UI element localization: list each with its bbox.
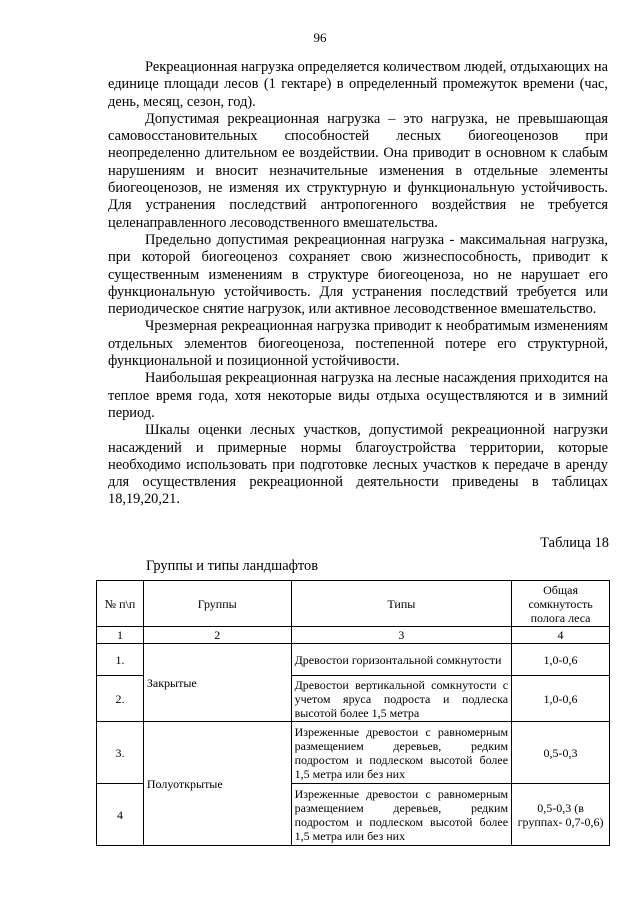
header-cell: Общая сомкнутость полога леса <box>512 581 610 627</box>
group-cell: Полуоткрытые <box>143 722 291 846</box>
numbering-cell: 4 <box>512 627 610 644</box>
paragraph: Шкалы оценки лесных участков, допустимой рекреационной нагрузки насаждений и примерные нормы благоустройства территории, которые необходимо использовать при подготовке лесных участков к передаче в аренду для осуществления рекреационной деятельности приведены в таблицах 18,19,20,21. <box>108 422 608 508</box>
row-number: 4 <box>97 784 144 846</box>
density-cell: 1,0-0,6 <box>512 644 610 676</box>
header-cell: Типы <box>291 581 511 627</box>
landscape-table <box>96 580 610 846</box>
header-cell: № п\п <box>97 581 144 627</box>
type-cell: Древостои вертикальной сомкнутости с учетом яруса подроста и подлеска высотой более 1,5 метра <box>291 676 511 722</box>
body-text <box>108 59 608 509</box>
paragraph: Наибольшая рекреационная нагрузка на лесные насаждения приходится на теплое время года, хотя некоторые виды отдыха осуществляются и в зимний период. <box>108 370 608 421</box>
group-cell: Закрытые <box>143 644 291 722</box>
type-cell: Изреженные древостои с равномерным размещением деревьев, редким подростом и подлеском высотой более 1,5 метра или без них <box>291 722 511 784</box>
density-cell: 1,0-0,6 <box>512 676 610 722</box>
header-cell: Группы <box>143 581 291 627</box>
numbering-cell: 1 <box>97 627 144 644</box>
page-number: 96 <box>313 30 327 45</box>
type-cell: Древостои горизонтальной сомкнутости <box>291 644 511 676</box>
table-title: Группы и типы ландшафтов <box>146 558 319 574</box>
table-label: Таблица 18 <box>540 535 609 551</box>
table-row <box>97 722 610 784</box>
paragraph: Рекреационная нагрузка определяется количеством людей, отдыхающих на единице площади лесов (1 гектаре) в определенный промежуток времени (час, день, месяц, сезон, год). <box>108 59 608 110</box>
paragraph: Допустимая рекреационная нагрузка – это нагрузка, не превышающая самовосстановительных способностей лесных биогеоценозов при неопределенно длительном ее воздействии. Она приводит в основном к слабым нарушениям и вносит незначительные изменения в отдельные элементы биогеоценозов, не изменяя их структурную и функциональную устойчивость. Для устранения последствий антропогенного воздействия не требуется целенаправленного лесоводственного вмешательства. <box>108 110 608 231</box>
row-number: 3. <box>97 722 144 784</box>
type-cell: Изреженные древостои с равномерным размещением деревьев, редким подростом и подлеском высотой более 1,5 метра или без них <box>291 784 511 846</box>
density-cell: 0,5-0,3 <box>512 722 610 784</box>
numbering-cell: 3 <box>291 627 511 644</box>
table-header-row <box>97 581 610 627</box>
paragraph: Чрезмерная рекреационная нагрузка приводит к необратимым изменениям отдельных элементов биогеоценоза, постепенной потере его структурной, функциональной и позиционной устойчивости. <box>108 318 608 370</box>
table-row <box>97 644 610 676</box>
paragraph: Предельно допустимая рекреационная нагрузка - максимальная нагрузка, при которой биогеоценоз сохраняет свою жизнеспособность, приводит к существенным изменениям в структуре биогеоценоза, но не нарушает его функциональную устойчивость. Для устранения последствий требуется или периодическое снятие нагрузок, или активное лесоводственное вмешательство. <box>108 231 608 318</box>
numbering-cell: 2 <box>143 627 291 644</box>
density-cell: 0,5-0,3 (в группах- 0,7-0,6) <box>512 784 610 846</box>
table-numbering-row <box>97 627 610 644</box>
row-number: 2. <box>97 676 144 722</box>
row-number: 1. <box>97 644 144 676</box>
